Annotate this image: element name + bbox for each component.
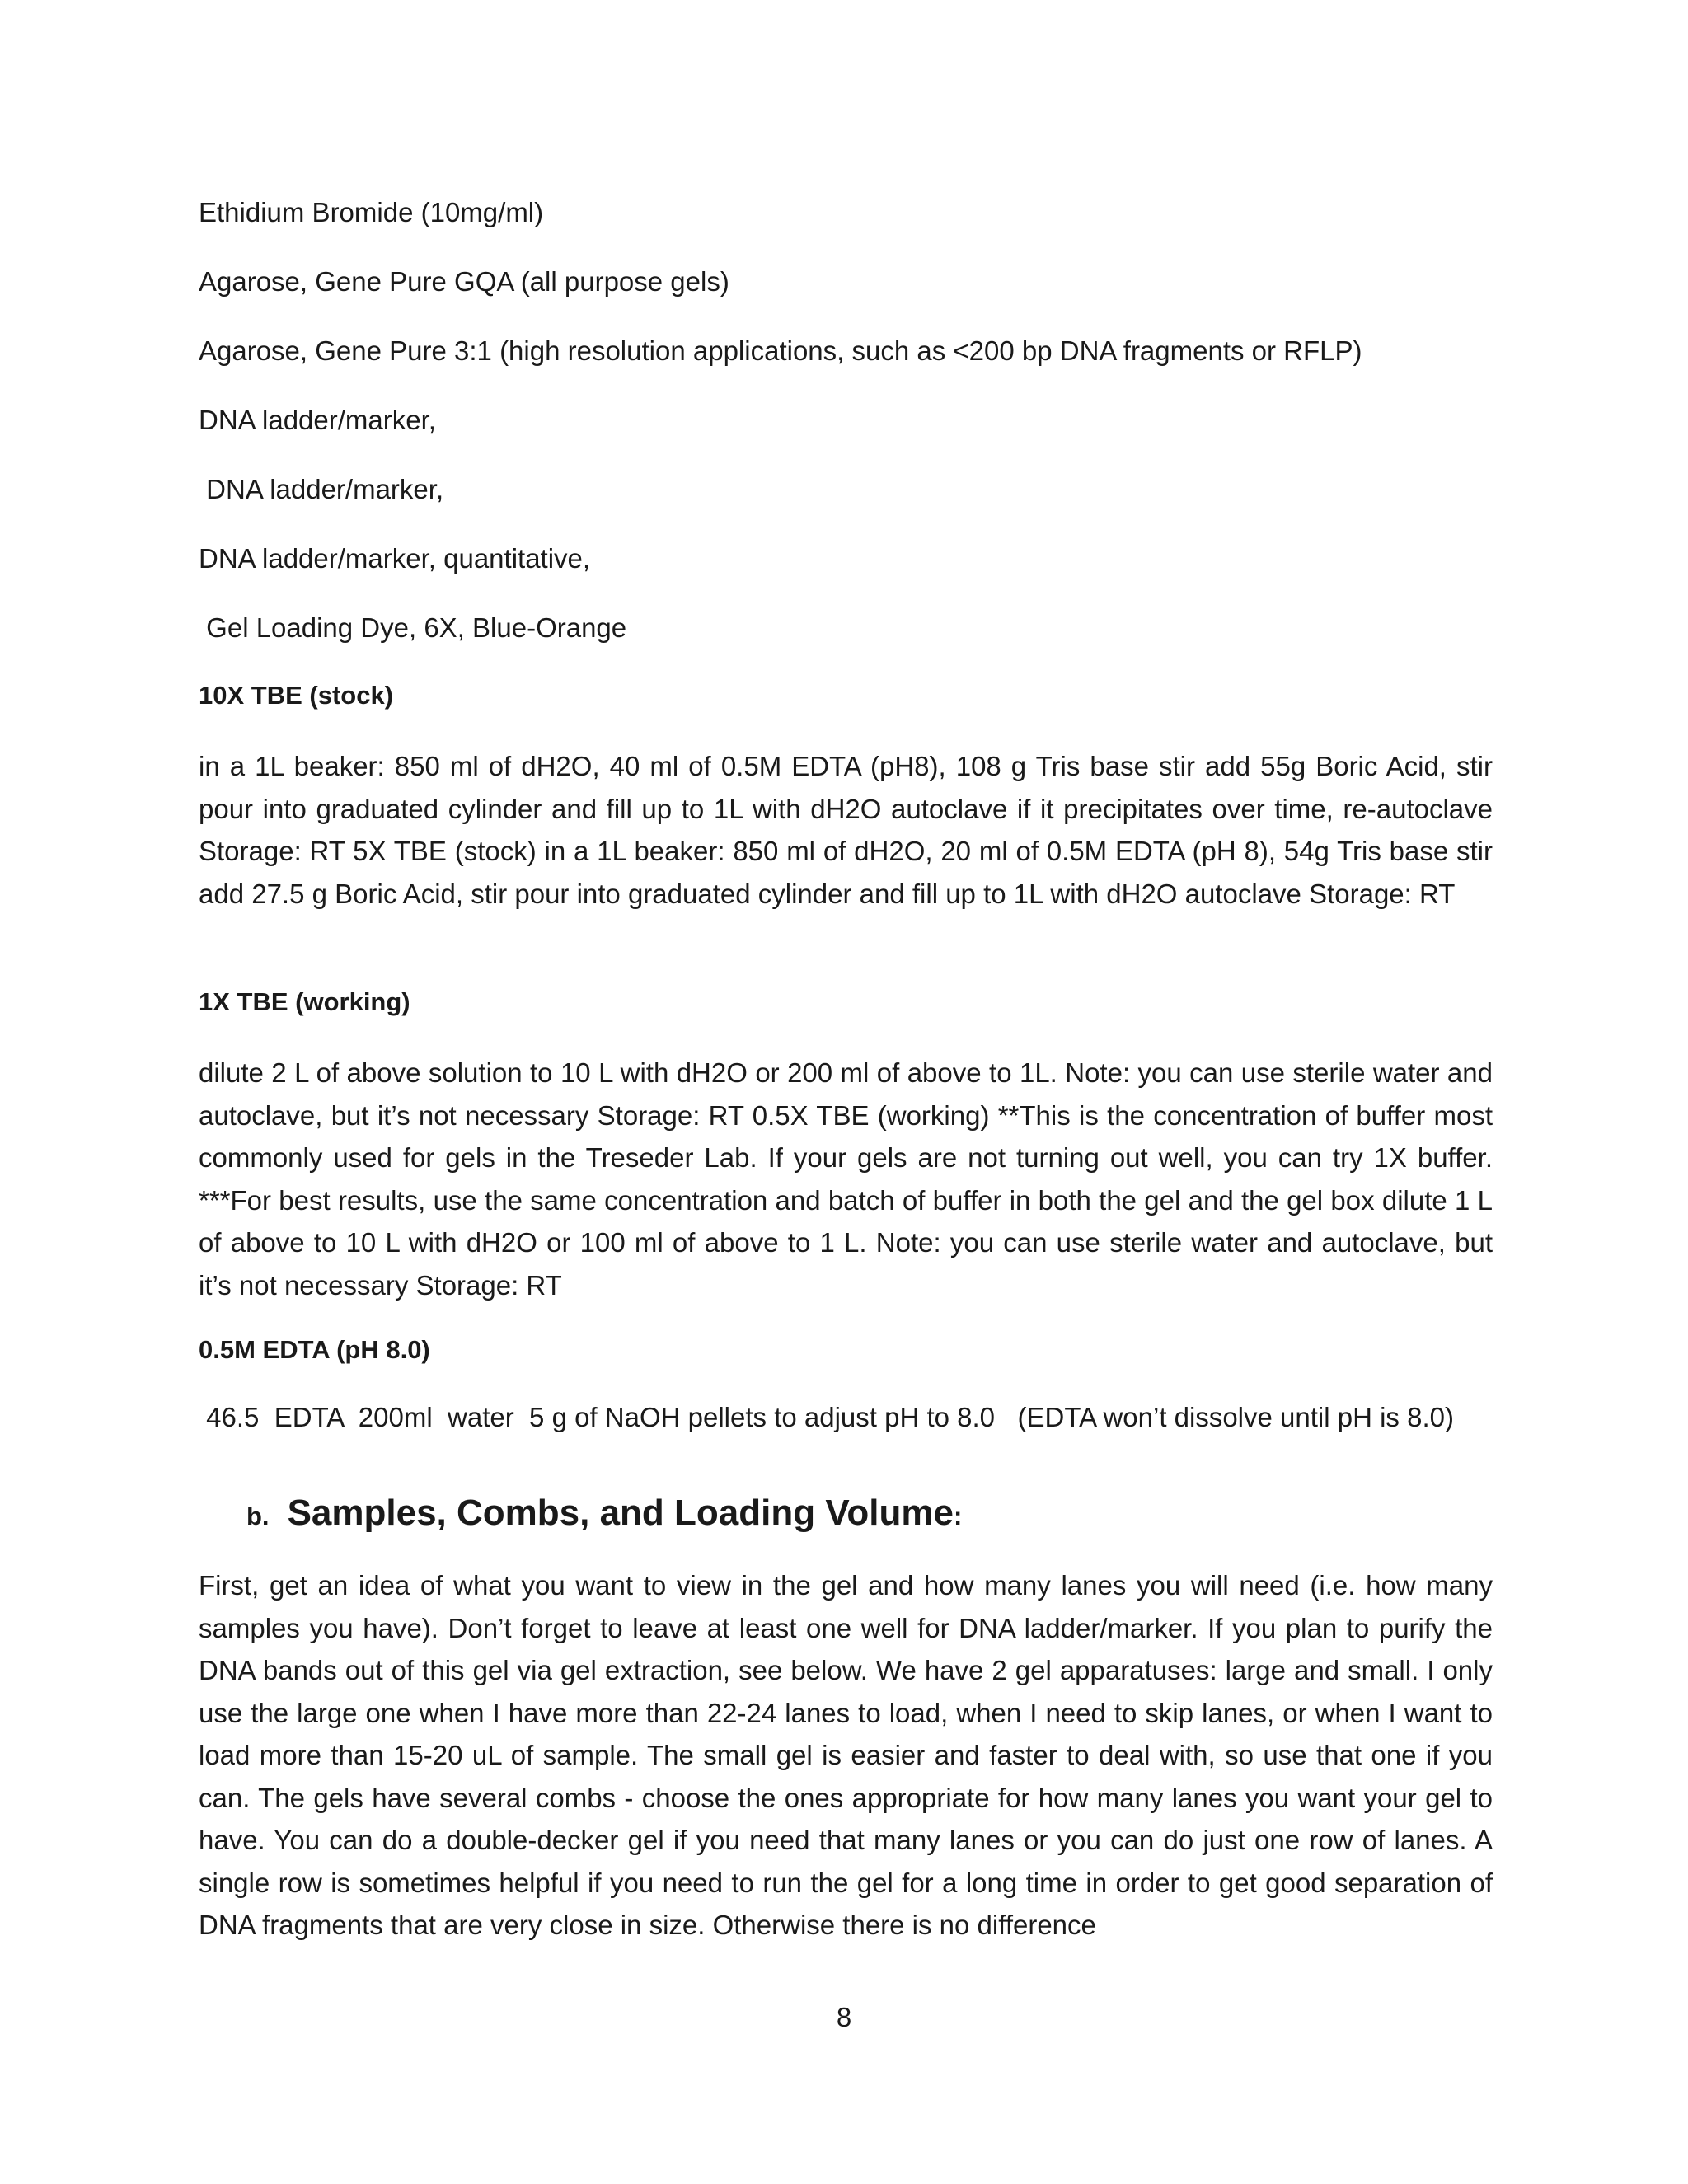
material-item: DNA ladder/marker, quantitative, [199,543,591,574]
section-b-marker: b. [246,1502,270,1530]
tbe-10x-heading: 10X TBE (stock) [199,681,394,710]
material-item: Ethidium Bromide (10mg/ml) [199,197,544,227]
page-number: 8 [836,2002,852,2032]
tbe-1x-heading: 1X TBE (working) [199,987,410,1016]
material-item: DNA ladder/marker, [199,474,444,504]
material-item: Agarose, Gene Pure 3:1 (high resolution applications, such as <200 bp DNA fragments or RFLP) [199,335,1362,366]
tbe-10x-body: in a 1L beaker: 850 ml of dH2O, 40 ml of 0.5M EDTA (pH8), 108 g Tris base stir add 55g Boric Acid, stir pour into graduated cylinder and fill up to 1L with dH2O autoclave if it precipitates over time, re-autoclave Storage: RT 5X TBE (stock) in a 1L beaker: 850 ml of dH2O, 20 ml of 0.5M EDTA (pH 8), 54g Tris base stir add 27.5 g Boric Acid, stir pour into graduated cylinder and fill up to 1L with dH2O autoclave Storage: RT [199,751,1493,909]
material-item: DNA ladder/marker, [199,405,436,435]
tbe-1x-body: dilute 2 L of above solution to 10 L with dH2O or 200 ml of above to 1L. Note: you can use sterile water and autoclave, but it’s not necessary Storage: RT 0.5X TBE (working) **This is the concentration of buffer most commonly used for gels in the Treseder Lab. If your gels are not turning out well, you can try 1X buffer. ***For best results, use the same concentration and batch of buffer in both the gel and the gel box dilute 1 L of above to 10 L with dH2O or 100 ml of above to 1 L. Note: you can use sterile water and autoclave, but it’s not necessary Storage: RT [199,1057,1493,1301]
material-item: Agarose, Gene Pure GQA (all purpose gels) [199,266,729,297]
section-b-heading [246,1490,962,1540]
section-b-body: First, get an idea of what you want to view in the gel and how many lanes you will need (i.e. how many samples you have). Don’t forget to leave at least one well for DNA ladder/marker. If you plan to purify the DNA bands out of this gel via gel extraction, see below. We have 2 gel apparatuses: large and small. I only use the large one when I have more than 22-24 lanes to load, when I need to skip lanes, or when I want to load more than 15-20 uL of sample. The small gel is easier and faster to deal with, so use that one if you can. The gels have several combs - choose the ones appropriate for how many lanes you want your gel to have. You can do a double-decker gel if you need that many lanes or you can do just one row of lanes. A single row is sometimes helpful if you need to run the gel for a long time in order to get good separation of DNA fragments that are very close in size. Otherwise there is no difference [199,1570,1493,1940]
edta-heading: 0.5M EDTA (pH 8.0) [199,1335,430,1364]
edta-body: 46.5 EDTA 200ml water 5 g of NaOH pellets to adjust pH to 8.0 (EDTA won’t dissolve until pH is 8.0) [199,1402,1454,1432]
section-b-colon: : [953,1502,963,1530]
section-b-title: Samples, Combs, and Loading Volume [287,1493,954,1533]
material-item: Gel Loading Dye, 6X, Blue-Orange [199,612,627,643]
